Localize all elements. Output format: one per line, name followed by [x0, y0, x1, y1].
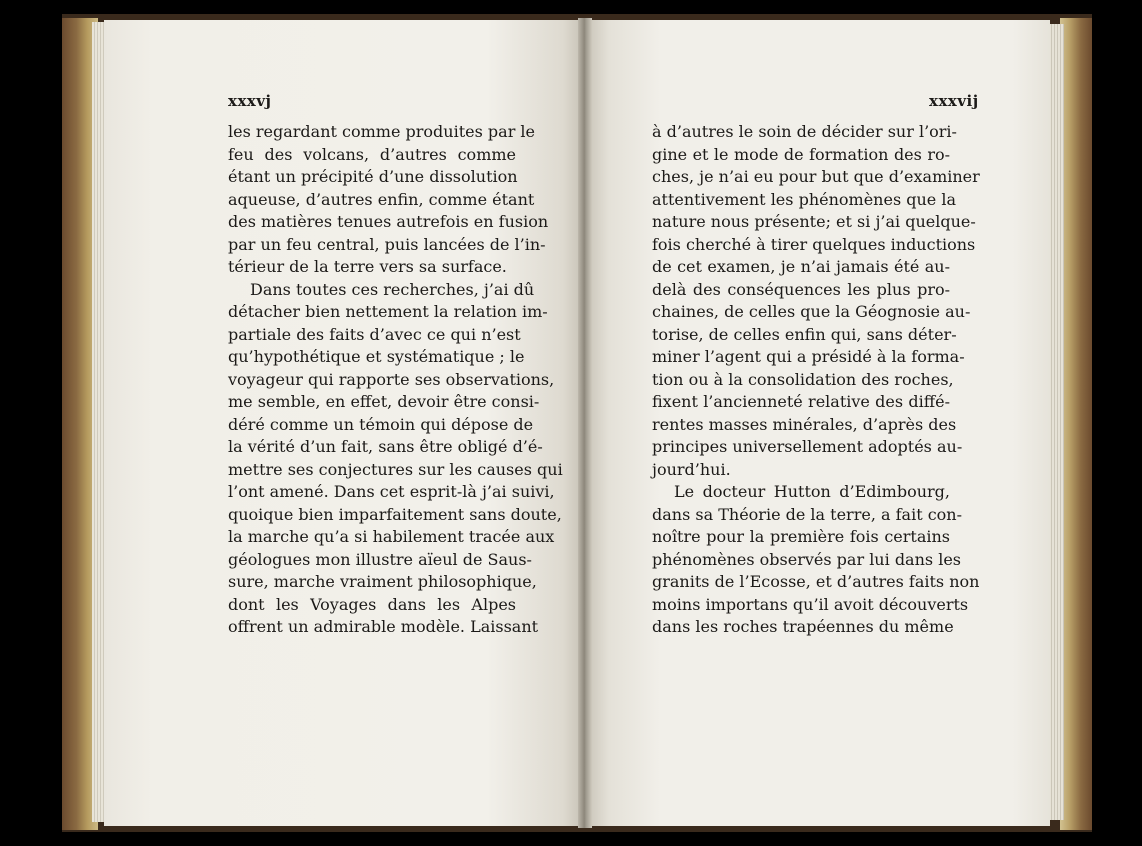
text-line: qu’hypothétique et systématique ; le — [228, 347, 525, 366]
text-line: rentes masses minérales, d’après des — [652, 414, 957, 434]
text-line: la vérité d’un fait, sans être obligé d’é- — [228, 437, 543, 456]
left-page-number: xxxvj — [228, 92, 272, 110]
text-line: voyageur qui rapporte ses observations, — [228, 369, 555, 389]
text-line: dans sa Théorie de la terre, a fait con- — [652, 504, 963, 524]
right-cover-edge — [1060, 18, 1092, 830]
text-line: offrent un admirable modèle. Laissant — [228, 617, 539, 636]
text-line: chaines, de celles que la Géognosie au- — [652, 302, 971, 321]
text-line: granits de l’Ecosse, et d’autres faits non — [652, 572, 980, 591]
text-line: térieur de la terre vers sa surface. — [228, 257, 507, 276]
text-line: miner l’agent qui a présidé à la forma- — [652, 347, 965, 366]
text-line: la marche qu’a si habilement tracée aux — [228, 527, 555, 546]
text-line: noître pour la première fois certains — [652, 527, 950, 546]
book-gutter — [578, 18, 592, 828]
text-line: géologues mon illustre aïeul de Saus- — [228, 549, 532, 569]
text-line: l’ont amené. Dans cet esprit-là j’ai suivi, — [228, 482, 555, 501]
text-line: torise, de celles enfin qui, sans déter- — [652, 324, 957, 344]
text-line: dans les roches trapéennes du même — [652, 617, 954, 636]
right-page-text — [652, 121, 980, 639]
text-line: gine et le mode de formation des ro- — [652, 144, 950, 164]
text-line: tion ou à la consolidation des roches, — [652, 369, 954, 389]
text-line: fois cherché à tirer quelques inductions — [652, 234, 976, 254]
text-line: étant un précipité d’une dissolution — [228, 167, 518, 186]
text-line: par un feu central, puis lancées de l’in- — [228, 234, 546, 254]
text-line: me semble, en effet, devoir être consi- — [228, 392, 540, 411]
text-line: moins importans qu’il avoit découverts — [652, 594, 969, 614]
text-line: nature nous présente; et si j’ai quelque- — [652, 212, 976, 231]
text-line: de cet examen, je n’ai jamais été au- — [652, 257, 950, 276]
text-line: quoique bien imparfaitement sans doute, — [228, 504, 562, 524]
text-line: delà des conséquences les plus pro- — [652, 279, 950, 299]
left-page-text — [228, 121, 563, 639]
text-line: ches, je n’ai eu pour but que d’examiner — [652, 167, 980, 186]
text-line: jourd’hui. — [652, 459, 731, 479]
text-line: détacher bien nettement la relation im- — [228, 302, 548, 321]
text-line: sure, marche vraiment philosophique, — [228, 572, 537, 591]
text-line: mettre ses conjectures sur les causes qui — [228, 459, 563, 479]
text-line: fixent l’ancienneté relative des diffé- — [652, 392, 950, 411]
text-line: des matières tenues autrefois en fusion — [228, 212, 549, 231]
text-line: Le docteur Hutton d’Edimbourg, — [674, 482, 950, 501]
text-line: les regardant comme produites par le — [228, 122, 536, 141]
text-line: déré comme un témoin qui dépose de — [228, 414, 534, 434]
text-line: phénomènes observés par lui dans les — [652, 549, 961, 569]
text-line: Dans toutes ces recherches, j’ai dû — [250, 279, 535, 299]
text-line: principes universellement adoptés au- — [652, 437, 963, 456]
text-line: aqueuse, d’autres enfin, comme étant — [228, 189, 535, 209]
text-line: attentivement les phénomènes que la — [652, 189, 956, 209]
right-page-number: xxxvij — [929, 92, 979, 110]
text-line: feu des volcans, d’autres comme — [228, 144, 516, 164]
text-line: partiale des faits d’avec ce qui n’est — [228, 324, 521, 344]
text-line: dont les Voyages dans les Alpes — [228, 594, 516, 614]
text-line: à d’autres le soin de décider sur l’ori- — [652, 122, 957, 141]
